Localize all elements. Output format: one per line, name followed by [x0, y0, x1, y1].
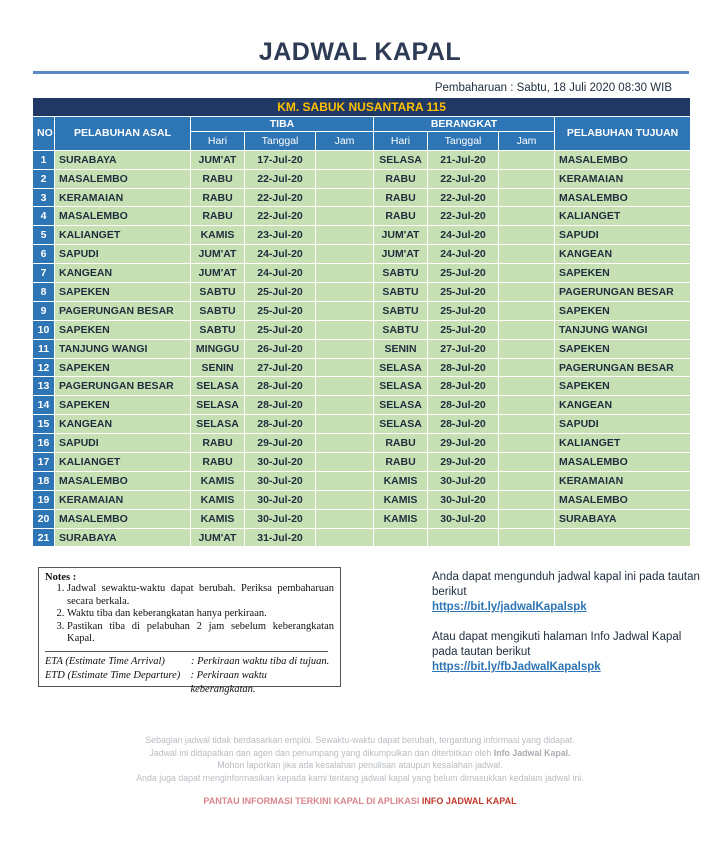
row-number: 2 — [33, 169, 55, 188]
origin-port: KANGEAN — [55, 415, 191, 434]
depart-day: SABTU — [374, 320, 428, 339]
arrive-date: 25-Jul-20 — [245, 320, 316, 339]
row-number: 6 — [33, 245, 55, 264]
arrive-day: SENIN — [191, 358, 245, 377]
depart-date: 28-Jul-20 — [428, 415, 499, 434]
row-number: 15 — [33, 415, 55, 434]
table-row — [33, 509, 691, 528]
depart-date: 24-Jul-20 — [428, 245, 499, 264]
etd-definition — [45, 669, 334, 697]
download-link[interactable]: https://bit.ly/jadwalKapalspk — [432, 601, 587, 613]
origin-port: SAPEKEN — [55, 283, 191, 302]
arrive-time — [316, 509, 374, 528]
table-row — [33, 453, 691, 472]
table-row — [33, 150, 691, 169]
destination-port: SAPUDI — [555, 415, 691, 434]
depart-date: 30-Jul-20 — [428, 490, 499, 509]
depart-day — [374, 528, 428, 547]
footer-line-4: Anda juga dapat menginformasikan kepada kami tentang jadwal kapal yang belum dimasukkan kedalam jadwal ini. — [136, 772, 584, 783]
arrive-date: 31-Jul-20 — [245, 528, 316, 547]
notes-title: Notes : — [45, 572, 77, 583]
footer-brand: Info Jadwal Kapal. — [493, 747, 571, 758]
table-row — [33, 471, 691, 490]
table-row — [33, 528, 691, 547]
app-promo: PANTAU INFORMASI TERKINI KAPAL DI APLIKASI INFO JADWAL KAPAL — [203, 796, 517, 806]
arrive-date: 28-Jul-20 — [245, 396, 316, 415]
arrive-date: 22-Jul-20 — [245, 188, 316, 207]
arrive-time — [316, 471, 374, 490]
depart-date: 24-Jul-20 — [428, 226, 499, 245]
notes-list — [67, 583, 334, 646]
destination-port: SURABAYA — [555, 509, 691, 528]
header-depart-time: Jam — [499, 131, 555, 150]
depart-day: SABTU — [374, 283, 428, 302]
arrive-date: 24-Jul-20 — [245, 245, 316, 264]
depart-time — [499, 320, 555, 339]
destination-port: SAPEKEN — [555, 301, 691, 320]
depart-date: 21-Jul-20 — [428, 150, 499, 169]
depart-day: RABU — [374, 434, 428, 453]
header-depart: BERANGKAT — [374, 116, 555, 131]
depart-time — [499, 415, 555, 434]
arrive-day: JUM'AT — [191, 245, 245, 264]
row-number: 14 — [33, 396, 55, 415]
depart-date — [428, 528, 499, 547]
destination-port: SAPEKEN — [555, 377, 691, 396]
depart-day: SELASA — [374, 415, 428, 434]
eta-definition — [45, 655, 334, 669]
depart-time — [499, 169, 555, 188]
arrive-date: 30-Jul-20 — [245, 509, 316, 528]
destination-port: KALIANGET — [555, 207, 691, 226]
info-links — [432, 570, 702, 675]
depart-time — [499, 528, 555, 547]
depart-day: SABTU — [374, 301, 428, 320]
depart-date: 25-Jul-20 — [428, 264, 499, 283]
arrive-day: SELASA — [191, 377, 245, 396]
table-row — [33, 301, 691, 320]
footer-disclaimer — [0, 734, 720, 784]
depart-time — [499, 453, 555, 472]
arrive-day: RABU — [191, 169, 245, 188]
depart-day: SABTU — [374, 264, 428, 283]
table-row — [33, 226, 691, 245]
arrive-date: 30-Jul-20 — [245, 453, 316, 472]
depart-date: 22-Jul-20 — [428, 207, 499, 226]
table-row — [33, 188, 691, 207]
arrive-time — [316, 528, 374, 547]
arrive-time — [316, 434, 374, 453]
depart-time — [499, 245, 555, 264]
destination-port: MASALEMBO — [555, 453, 691, 472]
table-row — [33, 377, 691, 396]
arrive-time — [316, 490, 374, 509]
table-row — [33, 207, 691, 226]
origin-port: MASALEMBO — [55, 207, 191, 226]
destination-port: KANGEAN — [555, 245, 691, 264]
depart-time — [499, 301, 555, 320]
arrive-time — [316, 226, 374, 245]
etd-value: : Perkiraan waktu keberangkatan. — [190, 669, 267, 695]
arrive-date: 28-Jul-20 — [245, 415, 316, 434]
depart-day: RABU — [374, 453, 428, 472]
table-row — [33, 415, 691, 434]
destination-port: MASALEMBO — [555, 150, 691, 169]
arrive-time — [316, 339, 374, 358]
depart-date: 30-Jul-20 — [428, 509, 499, 528]
row-number: 8 — [33, 283, 55, 302]
destination-port: PAGERUNGAN BESAR — [555, 283, 691, 302]
destination-port: MASALEMBO — [555, 490, 691, 509]
row-number: 18 — [33, 471, 55, 490]
origin-port: SAPEKEN — [55, 358, 191, 377]
etd-key: ETD (Estimate Time Departure) — [45, 669, 181, 681]
row-number: 19 — [33, 490, 55, 509]
depart-day: RABU — [374, 207, 428, 226]
arrive-time — [316, 264, 374, 283]
header-arrive: TIBA — [191, 116, 374, 131]
origin-port: SURABAYA — [55, 528, 191, 547]
arrive-day: KAMIS — [191, 471, 245, 490]
depart-date: 22-Jul-20 — [428, 169, 499, 188]
header-depart-date: Tanggal — [428, 131, 499, 150]
title-divider — [33, 71, 689, 74]
arrive-day: JUM'AT — [191, 264, 245, 283]
table-row — [33, 169, 691, 188]
destination-port: SAPEKEN — [555, 339, 691, 358]
footer-line-3: Mohon laporkan jika ada kesalahan penulisan ataupun kesalahan jadwal. — [217, 760, 503, 770]
depart-day: JUM'AT — [374, 226, 428, 245]
origin-port: MASALEMBO — [55, 471, 191, 490]
header-depart-day: Hari — [374, 131, 428, 150]
row-number: 12 — [33, 358, 55, 377]
origin-port: KALIANGET — [55, 453, 191, 472]
arrive-date: 24-Jul-20 — [245, 264, 316, 283]
table-row — [33, 264, 691, 283]
notes-divider — [45, 651, 328, 652]
arrive-day: RABU — [191, 434, 245, 453]
destination-port: PAGERUNGAN BESAR — [555, 358, 691, 377]
row-number: 5 — [33, 226, 55, 245]
depart-time — [499, 358, 555, 377]
arrive-time — [316, 188, 374, 207]
arrive-time — [316, 320, 374, 339]
destination-port: KALIANGET — [555, 434, 691, 453]
follow-text: Atau dapat mengikuti halaman Info Jadwal Kapal pada tautan berikut — [432, 631, 682, 658]
depart-day: RABU — [374, 188, 428, 207]
depart-day: SENIN — [374, 339, 428, 358]
depart-time — [499, 188, 555, 207]
origin-port: MASALEMBO — [55, 169, 191, 188]
depart-day: SELASA — [374, 396, 428, 415]
depart-day: RABU — [374, 169, 428, 188]
update-timestamp: Pembaharuan : Sabtu, 18 Juli 2020 08:30 WIB — [434, 82, 672, 94]
depart-date: 27-Jul-20 — [428, 339, 499, 358]
depart-day: SELASA — [374, 377, 428, 396]
origin-port: TANJUNG WANGI — [55, 339, 191, 358]
table-row — [33, 339, 691, 358]
arrive-date: 30-Jul-20 — [245, 471, 316, 490]
depart-date: 28-Jul-20 — [428, 396, 499, 415]
destination-port: KERAMAIAN — [555, 169, 691, 188]
arrive-date: 26-Jul-20 — [245, 339, 316, 358]
header-arrive-day: Hari — [191, 131, 245, 150]
origin-port: PAGERUNGAN BESAR — [55, 377, 191, 396]
arrive-day: SABTU — [191, 301, 245, 320]
row-number: 7 — [33, 264, 55, 283]
row-number: 10 — [33, 320, 55, 339]
arrive-date: 17-Jul-20 — [245, 150, 316, 169]
depart-day: JUM'AT — [374, 245, 428, 264]
table-row — [33, 490, 691, 509]
arrive-date: 25-Jul-20 — [245, 301, 316, 320]
origin-port: KANGEAN — [55, 264, 191, 283]
arrive-day: MINGGU — [191, 339, 245, 358]
destination-port: KERAMAIAN — [555, 471, 691, 490]
arrive-date: 25-Jul-20 — [245, 283, 316, 302]
arrive-day: SELASA — [191, 396, 245, 415]
arrive-date: 29-Jul-20 — [245, 434, 316, 453]
row-number: 11 — [33, 339, 55, 358]
row-number: 21 — [33, 528, 55, 547]
table-row — [33, 434, 691, 453]
depart-time — [499, 377, 555, 396]
depart-time — [499, 471, 555, 490]
follow-link[interactable]: https://bit.ly/fbJadwalKapalspk — [432, 661, 601, 673]
arrive-day: JUM'AT — [191, 150, 245, 169]
destination-port: TANJUNG WANGI — [555, 320, 691, 339]
destination-port: SAPUDI — [555, 226, 691, 245]
row-number: 9 — [33, 301, 55, 320]
ship-name: KM. SABUK NUSANTARA 115 — [33, 98, 691, 117]
arrive-time — [316, 453, 374, 472]
arrive-time — [316, 301, 374, 320]
destination-port: SAPEKEN — [555, 264, 691, 283]
table-row — [33, 358, 691, 377]
table-row — [33, 245, 691, 264]
schedule-table — [32, 97, 691, 547]
depart-time — [499, 396, 555, 415]
depart-time — [499, 207, 555, 226]
destination-port: KANGEAN — [555, 396, 691, 415]
arrive-time — [316, 150, 374, 169]
depart-time — [499, 264, 555, 283]
table-row — [33, 396, 691, 415]
arrive-time — [316, 396, 374, 415]
eta-value: : Perkiraan waktu tiba di tujuan. — [191, 655, 330, 667]
arrive-date: 22-Jul-20 — [245, 169, 316, 188]
download-text: Anda dapat mengunduh jadwal kapal ini pada tautan berikut — [432, 571, 700, 598]
depart-date: 25-Jul-20 — [428, 283, 499, 302]
arrive-date: 22-Jul-20 — [245, 207, 316, 226]
row-number: 17 — [33, 453, 55, 472]
note-item: 2. Waktu tiba dan keberangkatan hanya perkiraan. — [67, 608, 334, 621]
arrive-day: KAMIS — [191, 226, 245, 245]
depart-time — [499, 226, 555, 245]
row-number: 3 — [33, 188, 55, 207]
destination-port: MASALEMBO — [555, 188, 691, 207]
eta-key: ETA (Estimate Time Arrival) — [45, 655, 165, 667]
row-number: 13 — [33, 377, 55, 396]
depart-time — [499, 339, 555, 358]
origin-port: KERAMAIAN — [55, 188, 191, 207]
arrive-day: SABTU — [191, 320, 245, 339]
row-number: 20 — [33, 509, 55, 528]
origin-port: SURABAYA — [55, 150, 191, 169]
row-number: 4 — [33, 207, 55, 226]
arrive-day: RABU — [191, 207, 245, 226]
arrive-time — [316, 169, 374, 188]
depart-date: 25-Jul-20 — [428, 301, 499, 320]
footer-line-2: Jadwal ini didapatkan dari agen dan penumpang yang dikumpulkan dan diterbitkan oleh Info Jadwal Kapal. — [149, 747, 571, 758]
depart-day: KAMIS — [374, 509, 428, 528]
depart-date: 29-Jul-20 — [428, 434, 499, 453]
arrive-day: RABU — [191, 453, 245, 472]
depart-day: SELASA — [374, 358, 428, 377]
arrive-date: 23-Jul-20 — [245, 226, 316, 245]
arrive-date: 28-Jul-20 — [245, 377, 316, 396]
note-item: 1. Jadwal sewaktu-waktu dapat berubah. Periksa pembaharuan secara berkala. — [67, 583, 334, 608]
depart-time — [499, 283, 555, 302]
depart-date: 28-Jul-20 — [428, 377, 499, 396]
arrive-time — [316, 415, 374, 434]
depart-day: SELASA — [374, 150, 428, 169]
table-row — [33, 283, 691, 302]
origin-port: PAGERUNGAN BESAR — [55, 301, 191, 320]
arrive-date: 30-Jul-20 — [245, 490, 316, 509]
origin-port: KERAMAIAN — [55, 490, 191, 509]
depart-time — [499, 509, 555, 528]
app-name: INFO JADWAL KAPAL — [421, 796, 517, 806]
depart-day: KAMIS — [374, 471, 428, 490]
origin-port: SAPUDI — [55, 245, 191, 264]
depart-time — [499, 490, 555, 509]
arrive-time — [316, 283, 374, 302]
header-origin: PELABUHAN ASAL — [55, 116, 191, 150]
origin-port: SAPEKEN — [55, 320, 191, 339]
depart-time — [499, 434, 555, 453]
origin-port: SAPEKEN — [55, 396, 191, 415]
depart-date: 30-Jul-20 — [428, 471, 499, 490]
header-arrive-date: Tanggal — [245, 131, 316, 150]
origin-port: KALIANGET — [55, 226, 191, 245]
depart-date: 29-Jul-20 — [428, 453, 499, 472]
header-no: NO — [33, 116, 55, 150]
footer-line-1: Sebagian jadwal tidak berdasarkan emploi. Sewaktu-waktu dapat berubah, tergantung informasi yang didapat. — [145, 735, 575, 745]
schedule-body — [33, 150, 691, 547]
arrive-time — [316, 207, 374, 226]
arrive-day: RABU — [191, 188, 245, 207]
header-destination: PELABUHAN TUJUAN — [555, 116, 691, 150]
destination-port — [555, 528, 691, 547]
depart-date: 22-Jul-20 — [428, 188, 499, 207]
page-title: JADWAL KAPAL — [258, 38, 462, 66]
row-number: 1 — [33, 150, 55, 169]
arrive-day: SELASA — [191, 415, 245, 434]
arrive-day: KAMIS — [191, 490, 245, 509]
arrive-time — [316, 245, 374, 264]
depart-day: KAMIS — [374, 490, 428, 509]
arrive-day: SABTU — [191, 283, 245, 302]
notes-box — [38, 567, 341, 695]
depart-date: 28-Jul-20 — [428, 358, 499, 377]
header-arrive-time: Jam — [316, 131, 374, 150]
arrive-time — [316, 358, 374, 377]
origin-port: SAPUDI — [55, 434, 191, 453]
arrive-time — [316, 377, 374, 396]
arrive-day: JUM'AT — [191, 528, 245, 547]
origin-port: MASALEMBO — [55, 509, 191, 528]
note-item: 3. Pastikan tiba di pelabuhan 2 jam sebelum keberangkatan Kapal. — [67, 621, 334, 646]
arrive-day: KAMIS — [191, 509, 245, 528]
depart-time — [499, 150, 555, 169]
row-number: 16 — [33, 434, 55, 453]
arrive-date: 27-Jul-20 — [245, 358, 316, 377]
table-row — [33, 320, 691, 339]
depart-date: 25-Jul-20 — [428, 320, 499, 339]
